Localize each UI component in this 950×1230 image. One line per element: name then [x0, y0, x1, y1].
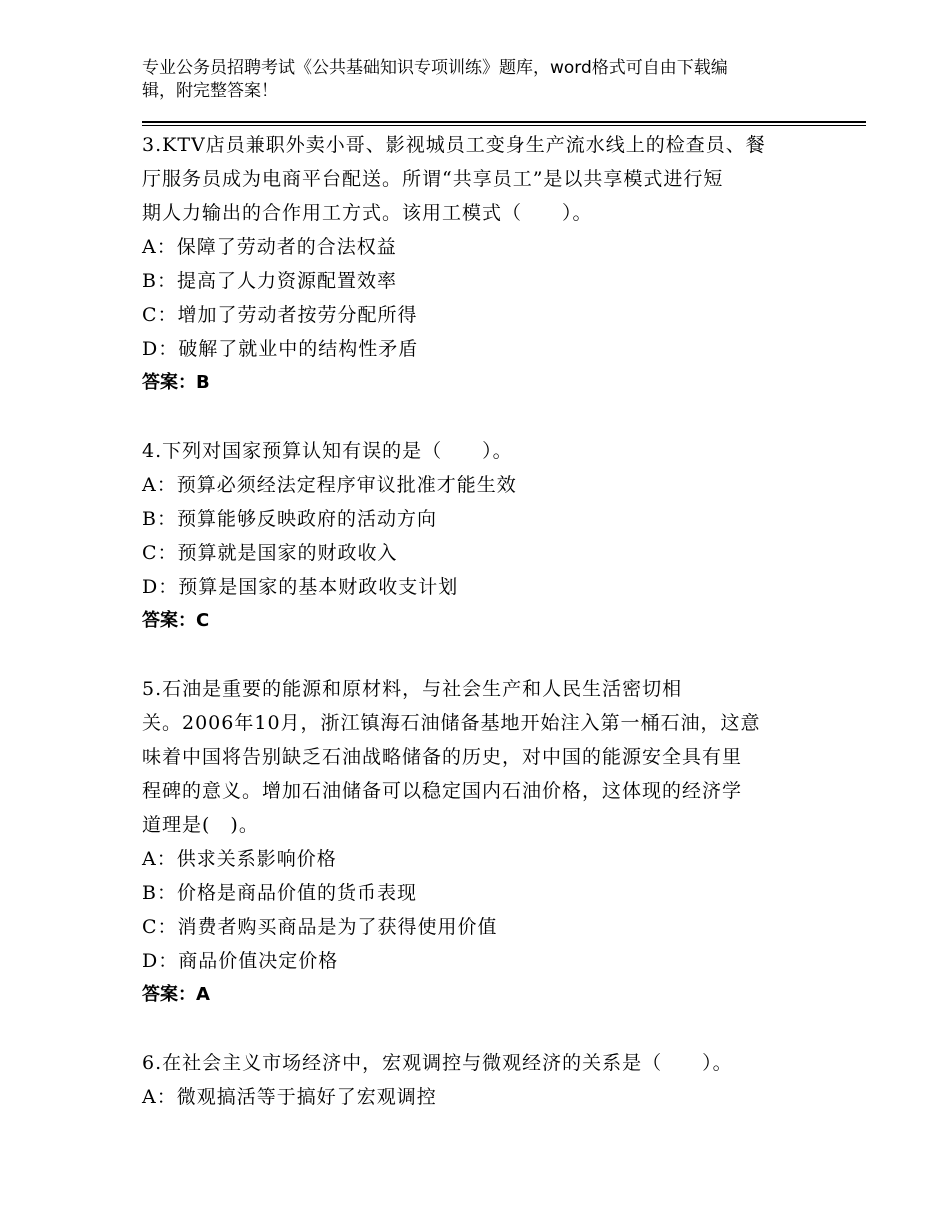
header-line-2: 辑，附完整答案！ — [142, 81, 278, 101]
page-header — [142, 57, 802, 103]
option-b: B：预算能够反映政府的活动方向 — [142, 508, 437, 530]
question-stem-line: 3.KTV店员兼职外卖小哥、影视城员工变身生产流水线上的检查员、餐 — [142, 134, 766, 156]
question-stem-line: 程碑的意义。增加石油储备可以稳定国内石油价格，这体现的经济学 — [142, 780, 743, 802]
spacer — [142, 638, 822, 672]
question-4 — [142, 434, 822, 638]
answer-label: 答案：B — [142, 372, 210, 393]
question-stem-line: 厅服务员成为电商平台配送。所谓“共享员工”是以共享模式进行短 — [142, 168, 724, 190]
question-stem-line: 6.在社会主义市场经济中，宏观调控与微观经济的关系是（ ）。 — [142, 1052, 733, 1074]
spacer — [142, 400, 822, 434]
option-d: D：预算是国家的基本财政收支计划 — [142, 576, 459, 598]
option-c: C：预算就是国家的财政收入 — [142, 542, 398, 564]
question-stem-line: 味着中国将告别缺乏石油战略储备的历史，对中国的能源安全具有里 — [142, 746, 743, 768]
question-stem-line: 期人力输出的合作用工方式。该用工模式（ ）。 — [142, 202, 593, 224]
header-rule-thin — [142, 125, 866, 126]
answer-label: 答案：A — [142, 984, 210, 1005]
question-list — [142, 128, 822, 1114]
header-rule-thick — [142, 121, 866, 123]
question-stem-line: 5.石油是重要的能源和原材料，与社会生产和人民生活密切相 — [142, 678, 683, 700]
option-d: D：破解了就业中的结构性矛盾 — [142, 338, 419, 360]
question-stem-line: 4.下列对国家预算认知有误的是（ ）。 — [142, 440, 513, 462]
option-a: A：供求关系影响价格 — [142, 848, 337, 870]
option-b: B：提高了人力资源配置效率 — [142, 270, 397, 292]
header-line-1: 专业公务员招聘考试《公共基础知识专项训练》题库，word格式可自由下载编 — [142, 58, 728, 78]
option-a: A：保障了劳动者的合法权益 — [142, 236, 397, 258]
option-d: D：商品价值决定价格 — [142, 950, 339, 972]
option-c: C：增加了劳动者按劳分配所得 — [142, 304, 418, 326]
question-stem-line: 道理是( )。 — [142, 814, 259, 836]
option-c: C：消费者购买商品是为了获得使用价值 — [142, 916, 498, 938]
option-a: A：预算必须经法定程序审议批准才能生效 — [142, 474, 517, 496]
question-6 — [142, 1046, 822, 1114]
question-stem-line: 关。2006年10月，浙江镇海石油储备基地开始注入第一桶石油，这意 — [142, 712, 761, 734]
option-a: A：微观搞活等于搞好了宏观调控 — [142, 1086, 437, 1108]
question-3 — [142, 128, 822, 400]
option-b: B：价格是商品价值的货币表现 — [142, 882, 417, 904]
question-5 — [142, 672, 822, 1012]
answer-label: 答案：C — [142, 610, 210, 631]
spacer — [142, 1012, 822, 1046]
